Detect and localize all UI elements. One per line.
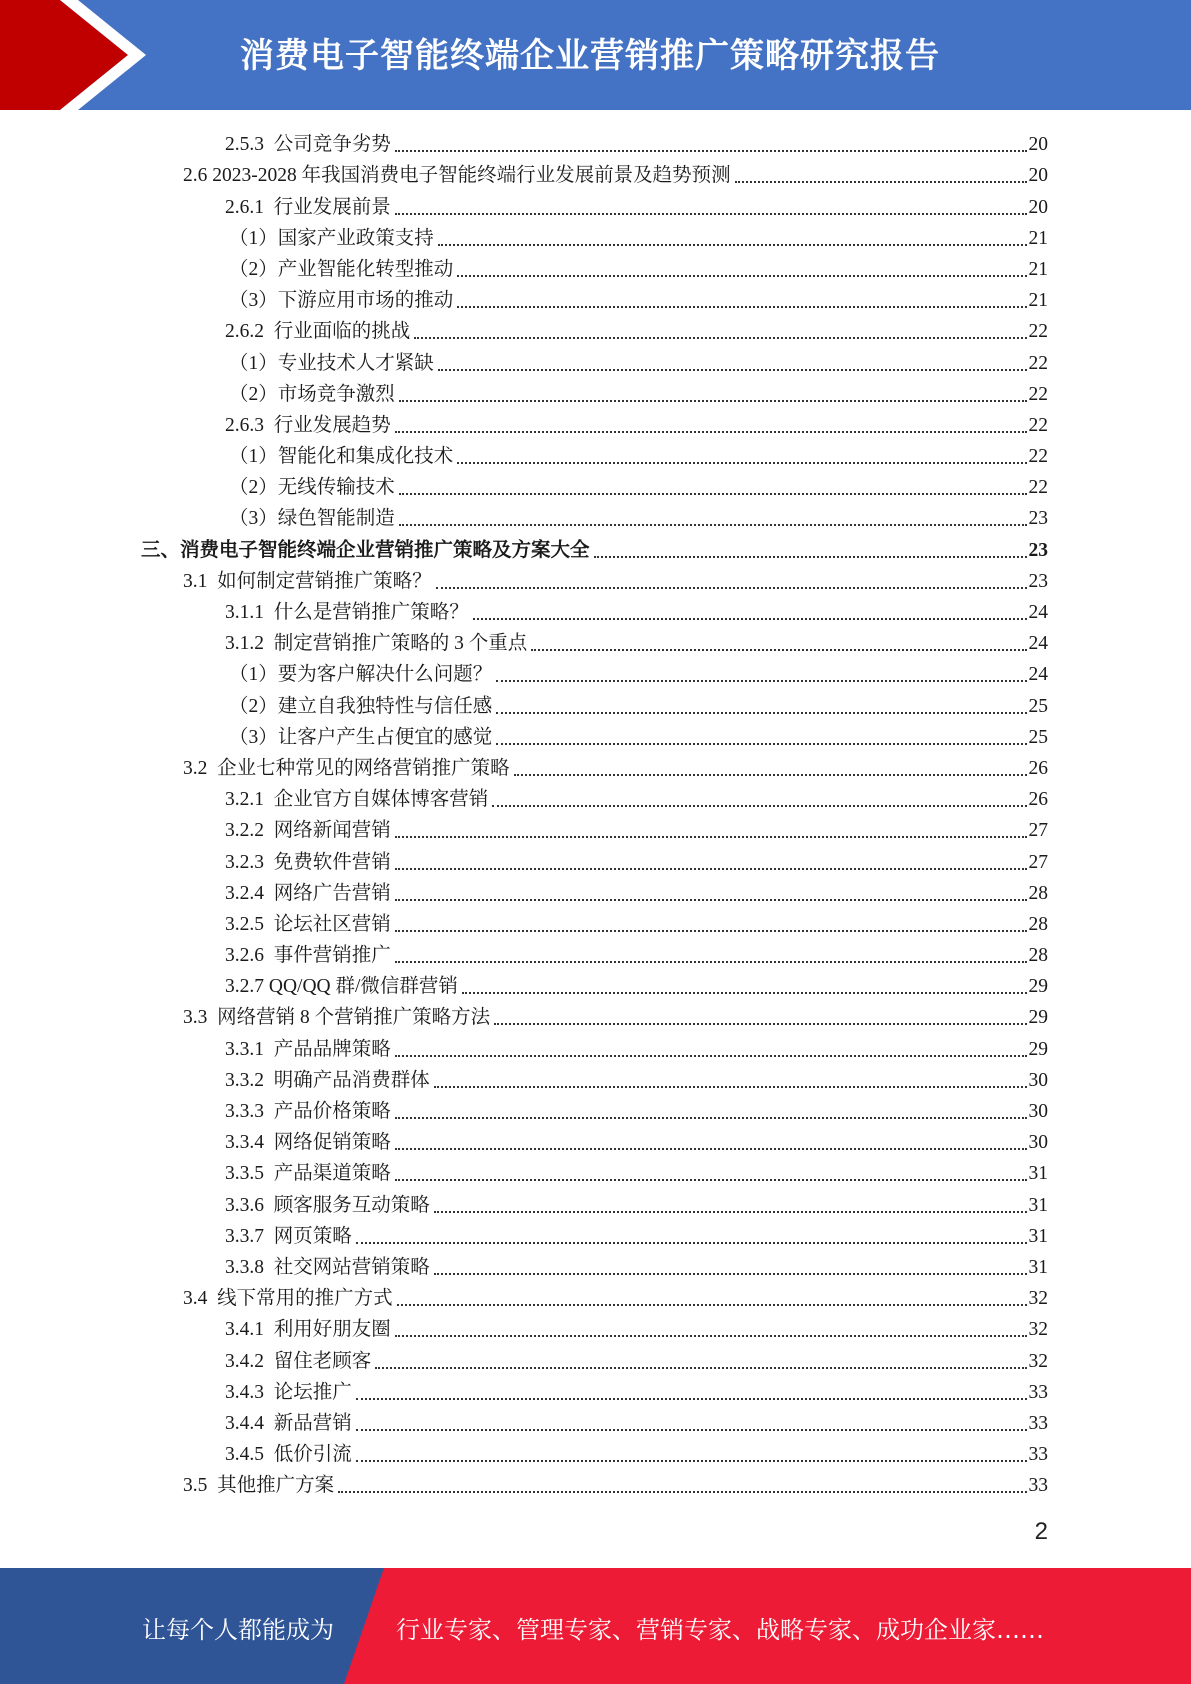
toc-entry-page: 31	[1028, 1163, 1048, 1185]
toc-dot-leader	[414, 337, 1026, 339]
toc-entry-title: 2.5.3 公司竞争劣势	[225, 134, 391, 156]
toc-dot-leader	[395, 1117, 1027, 1119]
toc-dot-leader	[399, 524, 1027, 526]
toc-entry-page: 21	[1028, 290, 1048, 312]
toc-entry-title: 3.5 其他推广方案	[183, 1475, 335, 1497]
toc-entry[interactable]	[0, 783, 1191, 814]
toc-dot-leader	[356, 1242, 1027, 1244]
toc-entry-title: 3.4.5 低价引流	[225, 1444, 352, 1466]
toc-dot-leader	[496, 680, 1026, 682]
toc-dot-leader	[492, 805, 1026, 807]
toc-entry-title: 3.3.2 明确产品消费群体	[225, 1069, 430, 1091]
toc-entry[interactable]	[0, 190, 1191, 221]
toc-dot-leader	[375, 1367, 1026, 1369]
toc-entry-page: 26	[1028, 757, 1048, 779]
toc-entry-page: 31	[1028, 1194, 1048, 1216]
toc-entry[interactable]	[0, 845, 1191, 876]
toc-entry-title: 3.3.7 网页策略	[225, 1225, 352, 1247]
toc-entry-title: 3.2.4 网络广告营销	[225, 882, 391, 904]
toc-entry-title: 2.6 2023-2028 年我国消费电子智能终端行业发展前景及趋势预测	[183, 165, 731, 187]
toc-entry-title: 3.4 线下常用的推广方式	[183, 1288, 393, 1310]
toc-entry-page: 20	[1028, 196, 1048, 218]
toc-entry-title: （1）国家产业政策支持	[229, 227, 434, 249]
toc-entry-title: 3.4.3 论坛推广	[225, 1381, 352, 1403]
toc-entry-page: 30	[1028, 1101, 1048, 1122]
toc-entry[interactable]	[0, 877, 1191, 908]
toc-entry[interactable]	[0, 1064, 1191, 1095]
toc-entry-title: （2）市场竞争激烈	[229, 383, 395, 405]
toc-entry[interactable]	[0, 721, 1191, 752]
toc-dot-leader	[399, 493, 1027, 495]
toc-entry-page: 24	[1028, 602, 1048, 623]
toc-dot-leader	[395, 1148, 1027, 1150]
page-header	[0, 0, 1191, 110]
toc-entry[interactable]	[0, 346, 1191, 377]
toc-entry[interactable]	[0, 970, 1191, 1001]
toc-entry-page: 33	[1028, 1412, 1048, 1434]
toc-entry[interactable]	[0, 1251, 1191, 1282]
toc-entry-title: 3.2.6 事件营销推广	[225, 945, 391, 967]
toc-entry-page: 21	[1028, 258, 1048, 280]
toc-dot-leader	[395, 213, 1027, 215]
toc-dot-leader	[395, 899, 1027, 901]
toc-dot-leader	[395, 1055, 1027, 1057]
toc-entry[interactable]	[0, 533, 1191, 564]
toc-dot-leader	[395, 1179, 1027, 1181]
toc-entry[interactable]	[0, 1282, 1191, 1313]
toc-dot-leader	[395, 961, 1027, 963]
toc-entry-title: 2.6.1 行业发展前景	[225, 196, 391, 218]
toc-dot-leader	[496, 712, 1026, 714]
toc-entry-page: 30	[1028, 1132, 1048, 1154]
toc-dot-leader	[395, 150, 1027, 152]
page-number: 2	[1034, 1518, 1048, 1545]
toc-entry-title: 3.1 如何制定营销推广策略？	[183, 570, 432, 592]
toc-entry-page: 27	[1028, 820, 1048, 842]
toc-entry-page: 26	[1028, 789, 1048, 811]
toc-dot-leader	[438, 244, 1027, 246]
toc-dot-leader	[356, 1429, 1027, 1431]
toc-entry-title: （3）下游应用市场的推动	[229, 290, 454, 312]
toc-dot-leader	[594, 556, 1027, 558]
toc-entry-title: 3.2.1 企业官方自媒体博客营销	[225, 789, 489, 811]
toc-entry-page: 22	[1028, 352, 1048, 374]
toc-entry-title: 3.3.3 产品价格策略	[225, 1101, 391, 1122]
toc-dot-leader	[496, 743, 1026, 745]
toc-entry[interactable]	[0, 1313, 1191, 1344]
toc-entry[interactable]	[0, 128, 1191, 159]
toc-entry-page: 23	[1028, 508, 1048, 530]
toc-entry-page: 24	[1028, 664, 1048, 686]
toc-entry[interactable]	[0, 1001, 1191, 1032]
toc-entry[interactable]	[0, 1407, 1191, 1438]
toc-dot-leader	[397, 1304, 1027, 1306]
toc-entry-page: 29	[1028, 1007, 1048, 1029]
toc-entry-title: 3.2.2 网络新闻营销	[225, 820, 391, 842]
toc-entry[interactable]	[0, 908, 1191, 939]
toc-entry-page: 28	[1028, 945, 1048, 967]
toc-entry-page: 30	[1028, 1069, 1048, 1091]
toc-entry-page: 20	[1028, 165, 1048, 187]
toc-entry[interactable]	[0, 471, 1191, 502]
toc-entry[interactable]	[0, 814, 1191, 845]
toc-dot-leader	[514, 774, 1027, 776]
toc-dot-leader	[436, 587, 1027, 589]
toc-dot-leader	[395, 1335, 1027, 1337]
toc-entry[interactable]	[0, 1220, 1191, 1251]
toc-entry[interactable]	[0, 1095, 1191, 1126]
toc-entry[interactable]	[0, 658, 1191, 689]
toc-entry-title: 3.3.6 顾客服务互动策略	[225, 1194, 430, 1216]
toc-entry-title: 3.3.4 网络促销策略	[225, 1132, 391, 1154]
toc-entry[interactable]	[0, 1376, 1191, 1407]
table-of-contents	[0, 128, 1191, 1500]
toc-entry-page: 21	[1028, 227, 1048, 249]
toc-dot-leader	[434, 1273, 1027, 1275]
toc-entry[interactable]	[0, 502, 1191, 533]
toc-dot-leader	[457, 275, 1026, 277]
toc-entry-page: 27	[1028, 851, 1048, 873]
toc-entry-page: 31	[1028, 1256, 1048, 1278]
toc-dot-leader	[434, 1086, 1027, 1088]
toc-entry-page: 20	[1028, 134, 1048, 156]
toc-entry[interactable]	[0, 1469, 1191, 1500]
toc-entry-title: 3.2.7 QQ/QQ 群/微信群营销	[225, 976, 458, 998]
toc-dot-leader	[399, 400, 1027, 402]
toc-entry-title: 3.4.4 新品营销	[225, 1412, 352, 1434]
toc-entry[interactable]	[0, 596, 1191, 627]
footer-slogan: 让每个人都能成为	[142, 1616, 334, 1644]
toc-entry-title: （1）专业技术人才紧缺	[229, 352, 434, 374]
toc-entry-title: （3）绿色智能制造	[229, 508, 395, 530]
page-footer	[0, 1568, 1191, 1684]
toc-entry-title: （2）产业智能化转型推动	[229, 258, 454, 280]
toc-entry[interactable]	[0, 159, 1191, 190]
toc-dot-leader	[356, 1398, 1027, 1400]
toc-entry[interactable]	[0, 1157, 1191, 1188]
toc-dot-leader	[494, 1023, 1026, 1025]
toc-entry-page: 32	[1028, 1350, 1048, 1372]
toc-entry-page: 22	[1028, 383, 1048, 405]
toc-entry-page: 23	[1028, 539, 1048, 561]
toc-entry-title: 3.1.1 什么是营销推广策略？	[225, 602, 469, 623]
toc-dot-leader	[395, 930, 1027, 932]
toc-entry-page: 33	[1028, 1381, 1048, 1403]
toc-entry-page: 22	[1028, 414, 1048, 436]
toc-entry-title: （2）建立自我独特性与信任感	[229, 695, 493, 717]
toc-dot-leader	[457, 306, 1026, 308]
toc-entry-page: 33	[1028, 1475, 1048, 1497]
toc-entry-page: 22	[1028, 446, 1048, 468]
toc-dot-leader	[531, 649, 1026, 651]
toc-entry-page: 25	[1028, 726, 1048, 748]
toc-entry-page: 28	[1028, 882, 1048, 904]
toc-entry-page: 23	[1028, 570, 1048, 592]
toc-entry[interactable]	[0, 409, 1191, 440]
toc-entry-page: 32	[1028, 1288, 1048, 1310]
toc-entry-page: 22	[1028, 321, 1048, 343]
toc-entry-title: 3.4.1 利用好朋友圈	[225, 1319, 391, 1341]
toc-entry[interactable]	[0, 284, 1191, 315]
toc-entry-page: 24	[1028, 633, 1048, 655]
toc-entry-title: （1）智能化和集成化技术	[229, 446, 454, 468]
toc-entry-title: 3.3.1 产品品牌策略	[225, 1038, 391, 1060]
toc-dot-leader	[473, 618, 1027, 620]
toc-entry[interactable]	[0, 1438, 1191, 1469]
toc-dot-leader	[395, 868, 1027, 870]
toc-entry-title: 3.3 网络营销 8 个营销推广策略方法	[183, 1007, 491, 1029]
toc-entry-title: 3.3.8 社交网站营销策略	[225, 1256, 430, 1278]
toc-dot-leader	[434, 1211, 1027, 1213]
toc-entry-page: 25	[1028, 695, 1048, 717]
toc-dot-leader	[395, 431, 1027, 433]
toc-entry-page: 31	[1028, 1225, 1048, 1247]
toc-entry-page: 22	[1028, 477, 1048, 499]
toc-entry-title: （1）要为客户解决什么问题？	[229, 664, 493, 686]
toc-entry-page: 29	[1028, 1038, 1048, 1060]
toc-entry[interactable]	[0, 253, 1191, 284]
toc-entry[interactable]	[0, 1032, 1191, 1063]
toc-entry[interactable]	[0, 1126, 1191, 1157]
toc-entry-title: 三、消费电子智能终端企业营销推广策略及方案大全	[141, 539, 590, 561]
toc-entry-title: 3.2 企业七种常见的网络营销推广策略	[183, 757, 510, 779]
toc-dot-leader	[735, 181, 1027, 183]
toc-entry[interactable]	[0, 752, 1191, 783]
toc-entry-title: 2.6.2 行业面临的挑战	[225, 321, 411, 343]
toc-entry-title: （2）无线传输技术	[229, 477, 395, 499]
toc-entry[interactable]	[0, 222, 1191, 253]
toc-entry-page: 33	[1028, 1444, 1048, 1466]
toc-entry-title: 3.2.3 免费软件营销	[225, 851, 391, 873]
toc-entry[interactable]	[0, 378, 1191, 409]
toc-dot-leader	[438, 369, 1027, 371]
toc-entry[interactable]	[0, 939, 1191, 970]
toc-entry[interactable]	[0, 315, 1191, 346]
toc-dot-leader	[462, 992, 1027, 994]
toc-dot-leader	[356, 1460, 1027, 1462]
toc-dot-leader	[338, 1491, 1026, 1493]
toc-entry-page: 28	[1028, 913, 1048, 935]
toc-entry-title: 3.1.2 制定营销推广策略的 3 个重点	[225, 633, 528, 655]
footer-roles: 行业专家、管理专家、营销专家、战略专家、成功企业家……	[396, 1616, 1044, 1644]
toc-entry-title: 3.2.5 论坛社区营销	[225, 913, 391, 935]
toc-entry[interactable]	[0, 1344, 1191, 1375]
toc-entry-page: 29	[1028, 976, 1048, 998]
toc-entry-title: 3.4.2 留住老顾客	[225, 1350, 372, 1372]
toc-entry[interactable]	[0, 689, 1191, 720]
toc-entry-title: （3）让客户产生占便宜的感觉	[229, 726, 493, 748]
report-title: 消费电子智能终端企业营销推广策略研究报告	[240, 36, 940, 76]
toc-entry[interactable]	[0, 565, 1191, 596]
toc-entry[interactable]	[0, 1188, 1191, 1219]
toc-entry[interactable]	[0, 627, 1191, 658]
toc-entry-title: 2.6.3 行业发展趋势	[225, 414, 391, 436]
toc-entry-page: 32	[1028, 1319, 1048, 1341]
toc-entry[interactable]	[0, 440, 1191, 471]
toc-dot-leader	[395, 836, 1027, 838]
toc-dot-leader	[457, 462, 1026, 464]
toc-entry-title: 3.3.5 产品渠道策略	[225, 1163, 391, 1185]
